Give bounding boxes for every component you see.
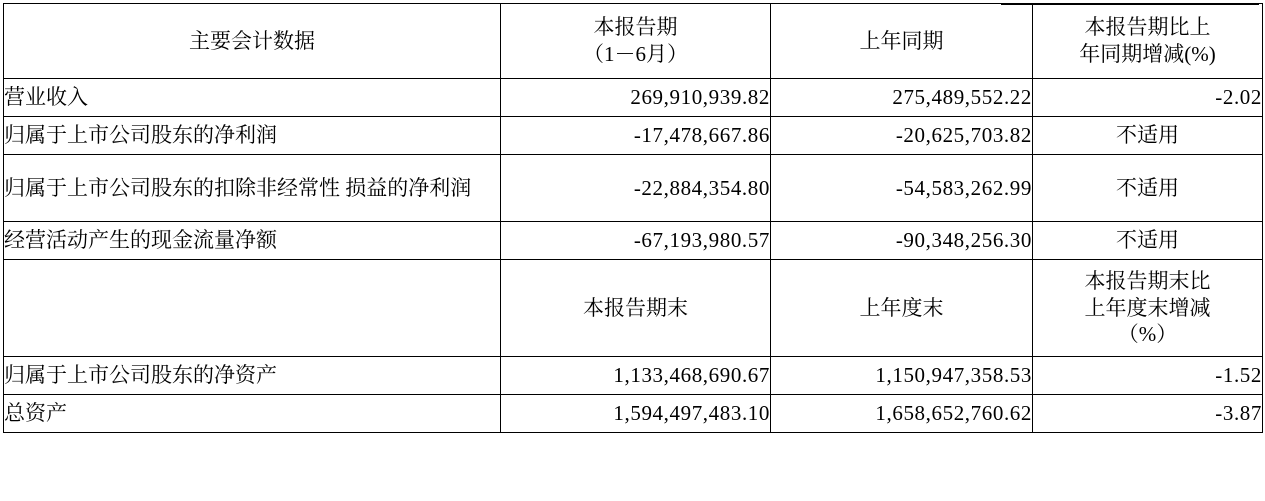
row-current-value: 1,133,468,690.67 [501, 357, 771, 395]
table-row [4, 395, 1263, 433]
table-row [4, 117, 1263, 155]
row-change-value: -1.52 [1033, 357, 1263, 395]
table-header-row [4, 4, 1263, 79]
table-subheader-row [4, 260, 1263, 357]
row-current-value: 1,594,497,483.10 [501, 395, 771, 433]
header-current-period-line2: （1－6月） [583, 42, 688, 66]
row-current-value: -22,884,354.80 [501, 155, 771, 222]
header-current-period-line1: 本报告期 [593, 15, 678, 40]
header-prior-period: 上年同期 [771, 4, 1033, 79]
top-rule-segment [1001, 3, 1259, 5]
row-prior-value: 275,489,552.22 [771, 79, 1033, 117]
row-label: 经营活动产生的现金流量净额 [4, 222, 501, 260]
row-label: 营业收入 [4, 79, 501, 117]
subheader-period-end: 本报告期末 [501, 260, 771, 357]
header-current-period [501, 4, 771, 79]
row-change-value: 不适用 [1033, 155, 1263, 222]
row-prior-value: -20,625,703.82 [771, 117, 1033, 155]
row-prior-value: 1,658,652,760.62 [771, 395, 1033, 433]
row-prior-value: -54,583,262.99 [771, 155, 1033, 222]
subheader-change-pct [1033, 260, 1263, 357]
row-label-line2: 损益的净利润 [345, 175, 472, 200]
table-row [4, 222, 1263, 260]
table-row [4, 357, 1263, 395]
subheader-change-pct-line1: 本报告期末比 [1084, 268, 1211, 293]
row-change-value: 不适用 [1033, 222, 1263, 260]
top-rule [0, 3, 1265, 6]
header-change-pct-line2: 年同期增减(%) [1079, 42, 1216, 66]
row-prior-value: 1,150,947,358.53 [771, 357, 1033, 395]
row-change-value: 不适用 [1033, 117, 1263, 155]
financial-summary-table [3, 3, 1263, 433]
row-change-value: -2.02 [1033, 79, 1263, 117]
header-change-pct [1033, 4, 1263, 79]
row-change-value: -3.87 [1033, 395, 1263, 433]
row-label-line1: 归属于上市公司股东的扣除非经常性 [4, 175, 340, 200]
document-page [0, 3, 1265, 501]
subheader-blank [4, 260, 501, 357]
row-current-value: -17,478,667.86 [501, 117, 771, 155]
header-change-pct-line1: 本报告期比上 [1084, 15, 1211, 40]
row-current-value: 269,910,939.82 [501, 79, 771, 117]
row-label: 归属于上市公司股东的净资产 [4, 357, 501, 395]
row-label [4, 155, 501, 222]
subheader-change-pct-line2: 上年度末增减 [1084, 295, 1211, 320]
row-current-value: -67,193,980.57 [501, 222, 771, 260]
row-label: 总资产 [4, 395, 501, 433]
row-prior-value: -90,348,256.30 [771, 222, 1033, 260]
subheader-change-pct-line3: （%） [1117, 322, 1178, 347]
row-label: 归属于上市公司股东的净利润 [4, 117, 501, 155]
subheader-prior-year-end: 上年度末 [771, 260, 1033, 357]
table-row [4, 155, 1263, 222]
header-main-accounting-data: 主要会计数据 [4, 4, 501, 79]
table-row [4, 79, 1263, 117]
